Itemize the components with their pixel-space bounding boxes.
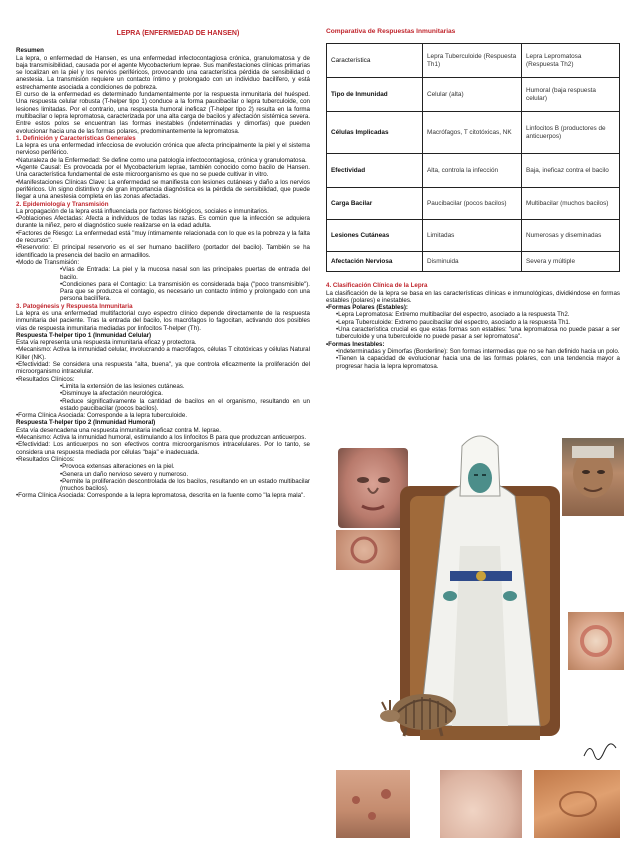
- section-2-bullet: •Modo de Transmisión:: [16, 258, 80, 266]
- table-row: [327, 44, 620, 78]
- th2-bullet: •Efectividad: Los anticuerpos no son efectivos contra microorganismos intracelulares. Por lo tanto, se considera una respuesta mediada por células "baja" e inadecuada.: [16, 441, 310, 456]
- th1-bullet: •Efectividad: Se considera una respuesta "alta, buena", ya que controla eficazmente la proliferación del microorganismo intracelular.: [16, 361, 310, 376]
- section-2-subbullet: •Condiciones para el Contagio: La transmisión es considerada baja ("poco transmisible"). Para que se produzca el contagio, es necesario un contacto íntimo y prolongado con una persona bacilífera.: [60, 280, 310, 303]
- classification-section: [326, 282, 620, 370]
- section-1-heading: 1. Definición y Características Generales: [16, 134, 136, 142]
- th2-subbullet: •Provoca extensas alteraciones en la piel.: [60, 463, 175, 471]
- comparison-table: [326, 43, 620, 272]
- section-2-bullet: •Reservorio: El principal reservorio es el ser humano bacilífero (portador del bacilo). También se ha identificado la presencia del bacilo en armadillos.: [16, 244, 310, 259]
- table-cell: Células Implicadas: [327, 112, 423, 154]
- th2-heading: Respuesta T-helper tipo 2 (Inmunidad Humoral): [16, 419, 156, 427]
- back-photo: [534, 770, 620, 838]
- table-cell: Multibacilar (muchos bacilos): [522, 188, 620, 220]
- th1-subbullet: •Disminuye la afectación neurológica.: [60, 390, 163, 398]
- elderly-man-photo: [562, 438, 624, 516]
- section-4-paragraph: La clasificación de la lepra se basa en las características clínicas e inmunológicas, dividiéndose en formas estables (polares) e inestables.: [326, 289, 620, 304]
- th1-paragraph: Esta vía representa una respuesta inmunitaria eficaz y protectora.: [16, 339, 197, 347]
- skin-texture-photo: [440, 770, 522, 838]
- section-1-paragraph: La lepra es una enfermedad infecciosa de evolución crónica que afecta principalmente la piel y el sistema nervioso periférico.: [16, 142, 310, 157]
- section-1-bullet: •Naturaleza de la Enfermedad: Se define como una patología infectocontagiosa, crónica y granulomatosa.: [16, 156, 307, 164]
- left-column: [16, 30, 310, 500]
- th1-heading: Respuesta T-helper tipo 1 (Inmunidad Celular): [16, 331, 152, 339]
- table-cell: Paucibacilar (pocos bacilos): [423, 188, 522, 220]
- table-cell: Afectación Nerviosa: [327, 252, 423, 272]
- resumen-paragraph-1: La lepra, o enfermedad de Hansen, es una enfermedad infectocontagiosa crónica, granulomatosa y de baja transmisibilidad, causada por el agente Mycobacterium leprae. Sus manifestaciones clínicas primarias se localizan en la piel y los nervios periféricos, provocando una característica pérdida de sensibilidad o anestesia. La transmisión requiere un contacto íntimo y prolongado con un individuo bacilífero, y está estrechamente asociada a condiciones de pobreza.: [16, 54, 310, 91]
- table-row: [327, 188, 620, 220]
- th1-bullet: •Resultados Clínicos:: [16, 375, 75, 383]
- section-3-paragraph: La lepra es una enfermedad multifactorial cuyo espectro clínico depende directamente de la respuesta inmunitaria del paciente. Tras la entrada del bacilo, los macrófagos lo fagocitan, activando dos posibles vías de respuesta inmunitaria mediadas por linfocitos T-helper (Th).: [16, 309, 310, 332]
- table-cell: Macrófagos, T citotóxicas, NK: [423, 112, 522, 154]
- section-1-bullet: •Agente Causal: Es provocada por el Mycobacterium leprae, también conocido como bacilo de Hansen. Una característica fundamental de este microorganismo es que no se puede cultivar in vitro.: [16, 164, 310, 179]
- right-column: [326, 30, 620, 370]
- th1-subbullet: •Reduce significativamente la cantidad de bacilos en el organismo, resultando en un estado paucibacilar (pocos bacilos).: [60, 397, 310, 412]
- table-cell: Lepra Tuberculoide (Respuesta Th1): [423, 44, 522, 78]
- section-4-bullet: •Formas Inestables:: [326, 340, 385, 348]
- table-row: [327, 112, 620, 154]
- table-cell: Lepra Lepromatosa (Respuesta Th2): [522, 44, 620, 78]
- table-cell: Característica: [327, 44, 423, 78]
- table-cell: Tipo de Inmunidad: [327, 78, 423, 112]
- th1-subbullet: •Limita la extensión de las lesiones cutáneas.: [60, 382, 185, 390]
- document-title: LEPRA (ENFERMEDAD DE HANSEN): [116, 30, 240, 37]
- table-row: [327, 252, 620, 272]
- table-cell: Efectividad: [327, 154, 423, 188]
- table-cell: Limitadas: [423, 220, 522, 252]
- section-2-subbullet: •Vías de Entrada: La piel y la mucosa nasal son las principales puertas de entrada del bacilo.: [60, 266, 310, 281]
- section-4-subbullet: •Lepra Lepromatosa: Extremo multibacilar del espectro, asociado a la respuesta Th2.: [336, 311, 570, 319]
- section-3-heading: 3. Patogénesis y Respuesta Inmunitaria: [16, 302, 133, 310]
- section-4-bullet: •Formas Polares (Estables):: [326, 304, 408, 312]
- th2-bullet: •Mecanismo: Activa la inmunidad humoral, estimulando a los linfocitos B para que produzcan anticuerpos.: [16, 434, 307, 442]
- section-4-heading: 4. Clasificación Clínica de la Lepra: [326, 282, 428, 290]
- th2-bullet: •Forma Clínica Asociada: Corresponde a la lepra lepromatosa, descrita en la fuente como "la lepra mala".: [16, 492, 305, 500]
- th2-paragraph: Esta vía desencadena una respuesta inmunitaria ineficaz contra M. leprae.: [16, 426, 221, 434]
- chest-photo: [336, 770, 410, 838]
- resumen-paragraph-2: El curso de la enfermedad es determinado fundamentalmente por la respuesta inmunitaria del huésped. Una respuesta celular robusta (T-helper tipo 1) conduce a la forma paucibacilar o lepra tuberculoide, con lesiones limitadas. Por el contrario, una respuesta humoral ineficaz (T-helper tipo 2) resulta en la forma multibacilar o lepra lepromatosa, caracterizada por una alta carga de bacilos y afectación sistémica severa. Entre estos polos se encuentran las formas inestables (indeterminadas y dimorfas) que pueden evolucionar hacia una de las formas polares, predominantemente la lepromatosa.: [16, 91, 310, 135]
- illustration-collage: [326, 418, 624, 838]
- section-2-bullet: •Factores de Riesgo: La enfermedad está "muy íntimamente relacionada con lo que es la pobreza y la falta de recursos".: [16, 229, 310, 245]
- table-row: [327, 220, 620, 252]
- table-cell: Humoral (baja respuesta celular): [522, 78, 620, 112]
- table-cell: Severa y múltiple: [522, 252, 620, 272]
- artist-signature: [582, 740, 618, 762]
- section-4-subbullet: •Lepra Tuberculoide: Extremo paucibacilar del espectro, asociado a la respuesta Th1.: [336, 318, 571, 326]
- table-cell: Baja, ineficaz contra el bacilo: [522, 154, 620, 188]
- table-title: Comparativa de Respuestas Inmunitarias: [326, 28, 456, 35]
- armadillo-illustration: [376, 680, 466, 740]
- table-row: [327, 78, 620, 112]
- section-2-paragraph: La propagación de la lepra está influenciada por factores biológicos, sociales e inmunitarios.: [16, 207, 269, 215]
- section-4-subbullet: •Tienen la capacidad de evolucionar hacia una de las formas polares, con una tendencia mayor a progresar hacia la lepra lepromatosa.: [336, 355, 620, 370]
- th2-bullet: •Resultados Clínicos:: [16, 455, 75, 463]
- table-cell: Celular (alta): [423, 78, 522, 112]
- th1-bullet: •Forma Clínica Asociada: Corresponde a la lepra tuberculoide.: [16, 412, 188, 420]
- th2-subbullet: •Genera un daño nervioso severo y numeroso.: [60, 470, 189, 478]
- table-cell: Lesiones Cutáneas: [327, 220, 423, 252]
- table-cell: Alta, controla la infección: [423, 154, 522, 188]
- table-cell: Linfocitos B (productores de anticuerpos): [522, 112, 620, 154]
- table-cell: Numerosas y diseminadas: [522, 220, 620, 252]
- section-2-bullet: •Poblaciones Afectadas: Afecta a individuos de todas las razas. Es común que la infección se adquiera durante la niñez, pero el diagnóstico suele realizarse en la edad adulta.: [16, 215, 310, 230]
- table-row: [327, 154, 620, 188]
- th1-bullet: •Mecanismo: Activa la inmunidad celular, involucrando a macrófagos, células T citotóxicas y células Natural Killer (NK).: [16, 346, 310, 361]
- table-cell: Disminuida: [423, 252, 522, 272]
- section-2-heading: 2. Epidemiología y Transmisión: [16, 200, 109, 208]
- section-1-bullet: •Manifestaciones Clínicas Clave: La enfermedad se manifiesta con lesiones cutáneas y daño a los nervios periféricos. Un signo distintivo y de gran importancia diagnóstica es la pérdida de sensibilidad, que puede llegar a una anestesia completa en las zonas afectadas.: [16, 178, 310, 201]
- resumen-heading: Resumen: [16, 47, 44, 55]
- skin-lesion-photo: [568, 612, 624, 670]
- table-cell: Carga Bacilar: [327, 188, 423, 220]
- section-4-subbullet: •Indeterminadas y Dimorfas (Borderline): Son formas intermedias que no se han definido hacia un polo.: [336, 347, 620, 355]
- section-4-subbullet: •Una característica crucial es que estas formas son estables: "una lepromatosa no puede pasar a ser tuberculoide y una tuberculoide no puede pasar a ser lepromatosa".: [336, 326, 620, 341]
- th2-subbullet: •Permite la proliferación descontrolada de los bacilos, resultando en un estado multibacilar (muchos bacilos).: [60, 477, 310, 493]
